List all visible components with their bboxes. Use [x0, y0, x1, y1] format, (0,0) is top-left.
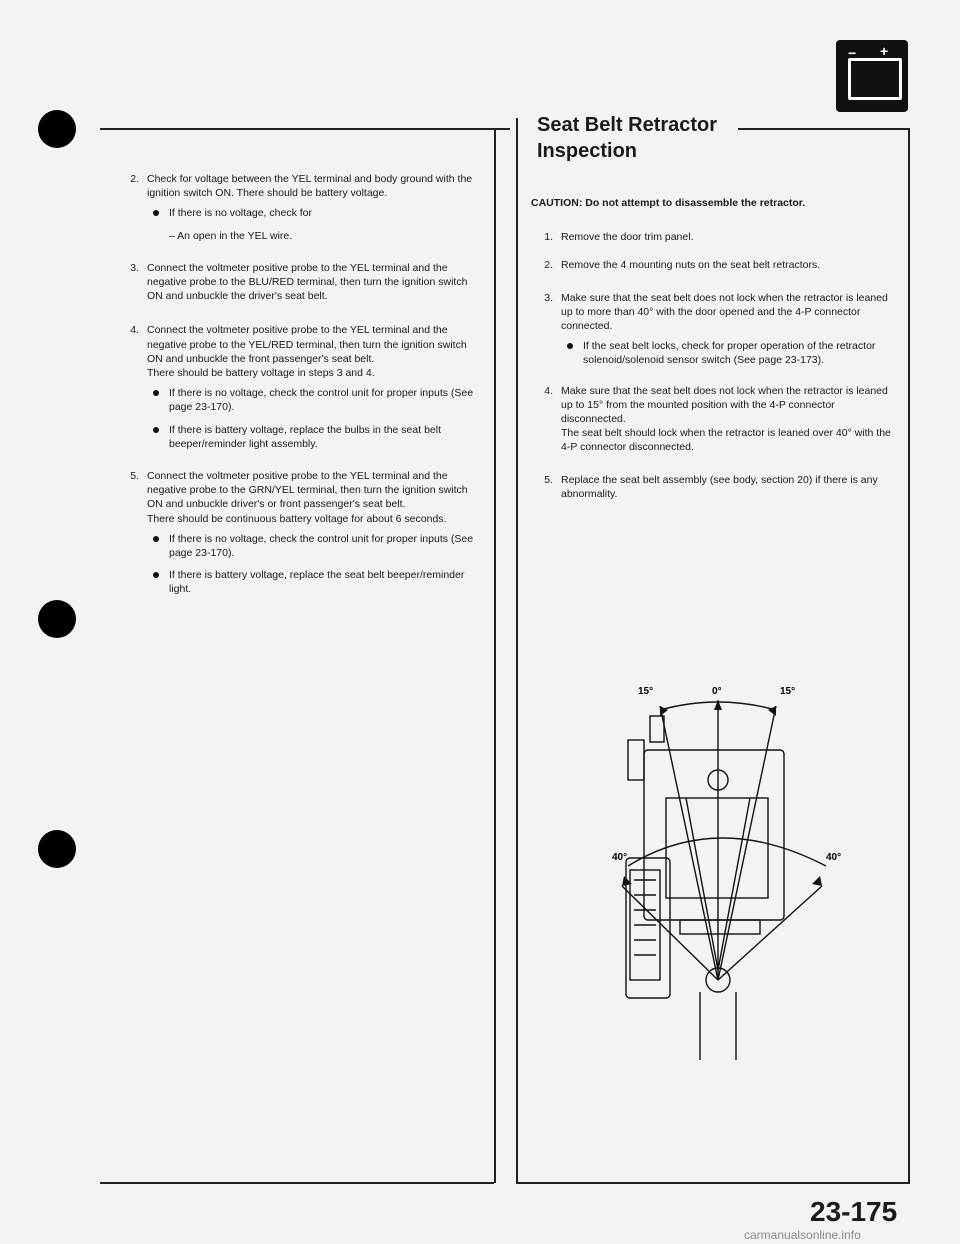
binder-hole — [38, 830, 76, 868]
step-text: Replace the seat belt assembly (see body, section 20) if there is any abnormality. — [561, 473, 878, 500]
step-item — [117, 261, 475, 304]
bullet-item: If there is no voltage, check the control unit for proper inputs (See page 23-170). — [147, 532, 475, 560]
step-text: Connect the voltmeter positive probe to the YEL terminal and the negative probe to the YEL/RED terminal, then turn the ignition switch ON and unbuckle the front passenger's seat belt. — [147, 324, 467, 365]
top-rule-left — [100, 128, 510, 130]
column-divider-right — [516, 118, 518, 1183]
step-text-continued: There should be continuous battery voltage for about 6 seconds. — [147, 512, 447, 525]
step-number: 3. — [544, 291, 553, 304]
binder-hole — [38, 110, 76, 148]
step-text-continued: The seat belt should lock when the retractor is leaned over 40° with the 4-P connector disconnected. — [561, 427, 891, 454]
page-number: 23-175 — [810, 1196, 898, 1227]
bullet-item: If there is battery voltage, replace the seat belt beeper/reminder light. — [147, 568, 475, 596]
watermark: carmanualsonline.info — [744, 1228, 861, 1242]
step-number: 5. — [130, 470, 139, 483]
step-text: Make sure that the seat belt does not lock when the retractor is leaned up to more than 40° with the door opened and the 4-P connector connected. — [561, 291, 888, 333]
section-title: Seat Belt Retractor — [537, 114, 718, 136]
sub-item: – An open in the YEL wire. — [169, 229, 293, 242]
caution-note — [531, 196, 895, 210]
step-item — [117, 172, 475, 243]
step-item — [531, 230, 895, 244]
step-item — [531, 384, 895, 455]
caution-text: Do not attempt to disassemble the retractor. — [585, 197, 806, 209]
step-item — [117, 469, 475, 597]
step-item — [531, 473, 895, 501]
right-column — [531, 196, 895, 501]
step-number: 1. — [544, 231, 553, 244]
step-item — [117, 323, 475, 451]
column-divider-left — [494, 128, 496, 1183]
right-border — [908, 128, 910, 1183]
step-text: Remove the 4 mounting nuts on the seat belt retractors. — [561, 259, 821, 272]
step-item — [531, 291, 895, 368]
battery-icon: − + — [836, 40, 908, 112]
step-text: Check for voltage between the YEL terminal and body ground with the ignition switch ON. There should be battery voltage. — [147, 173, 473, 200]
retractor-drawing — [622, 700, 826, 1060]
top-rule-right — [738, 128, 910, 130]
angle-label-40-right: 40° — [826, 852, 842, 863]
bullet-item: If there is no voltage, check the control unit for proper inputs (See page 23-170). — [147, 386, 475, 414]
left-column — [117, 172, 475, 605]
caution-label: CAUTION: — [531, 197, 583, 209]
step-text: Connect the voltmeter positive probe to the YEL terminal and the negative probe to the BLU/RED terminal, then turn the ignition switch ON and unbuckle the driver's seat belt. — [147, 261, 468, 303]
step-text: Remove the door trim panel. — [561, 231, 694, 244]
angle-label-0: 0° — [712, 686, 722, 697]
step-text: Make sure that the seat belt does not lock when the retractor is leaned up to 15° from the mounted position with the 4-P connector disconnected. — [561, 384, 888, 426]
step-text-continued: There should be battery voltage in steps 3 and 4. — [147, 367, 375, 380]
step-item — [531, 258, 895, 272]
subsection-title: Inspection — [537, 140, 638, 162]
binder-hole — [38, 600, 76, 638]
angle-label-40-left: 40° — [612, 852, 628, 863]
angle-label-15-left: 15° — [638, 686, 654, 697]
step-number: 4. — [544, 384, 553, 397]
step-number: 5. — [544, 473, 553, 486]
bottom-rule — [100, 1182, 494, 1184]
step-number: 2. — [544, 259, 553, 272]
bullet-item: If the seat belt locks, check for proper operation of the retractor solenoid/solenoid sensor switch (See page 23-173). — [561, 339, 895, 367]
retractor-tilt-diagram — [590, 680, 880, 1080]
step-number: 3. — [130, 261, 139, 274]
bullet-item: If there is battery voltage, replace the bulbs in the seat belt beeper/reminder light assembly. — [147, 423, 475, 451]
step-text: Connect the voltmeter positive probe to the YEL terminal and the negative probe to the GRN/YEL terminal, then turn the ignition switch ON and unbuckle driver's or front passenger's seat belt. — [147, 470, 468, 511]
bottom-rule-right — [516, 1182, 910, 1184]
bullet-item: If there is no voltage, check for — [147, 206, 475, 220]
step-number: 4. — [130, 324, 139, 337]
step-number: 2. — [130, 173, 139, 185]
angle-label-15-right: 15° — [780, 686, 796, 697]
